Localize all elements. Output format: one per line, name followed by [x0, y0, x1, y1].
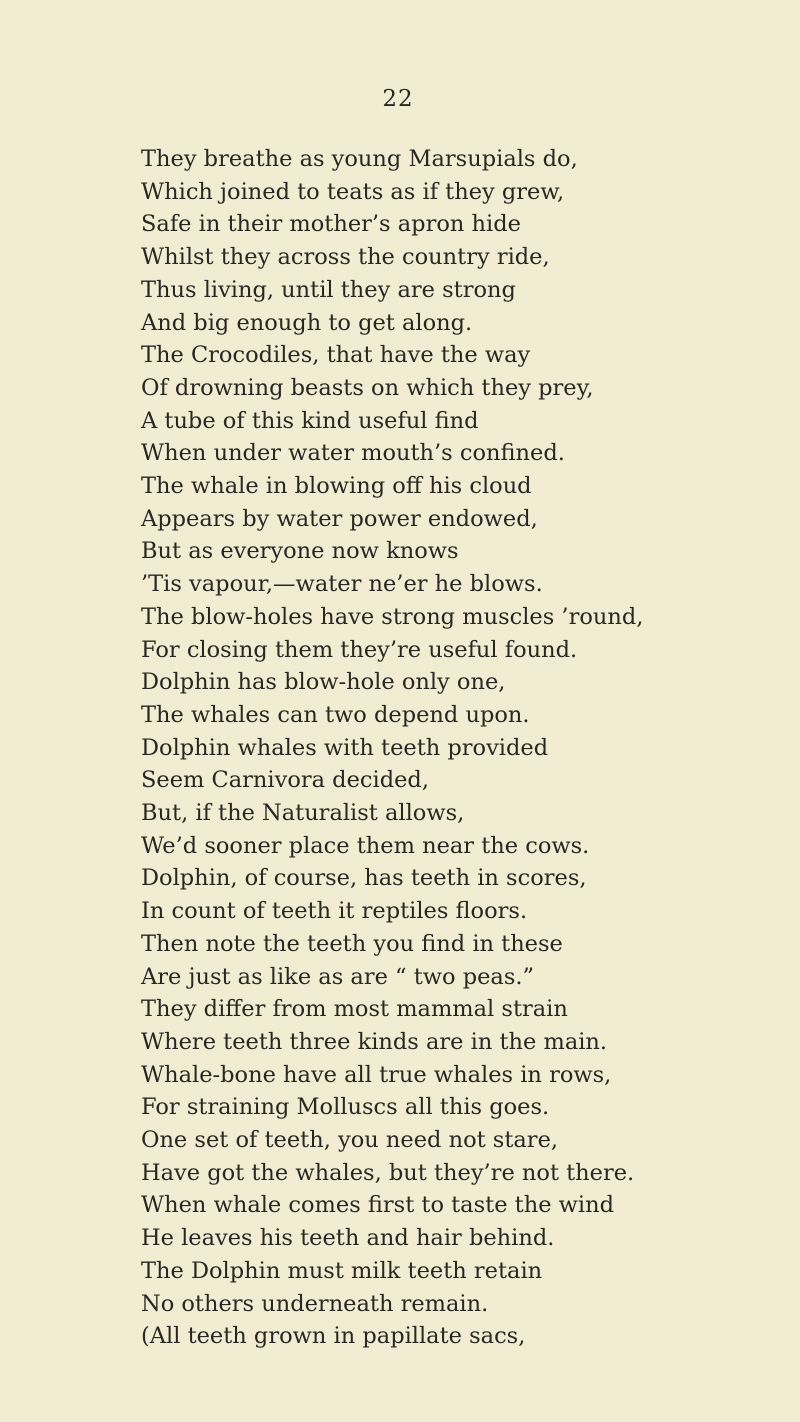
poem-line: But as everyone now knows — [141, 538, 459, 565]
poem-line: A tube of this kind useful find — [141, 407, 479, 434]
poem-line: But, if the Naturalist allows, — [141, 800, 465, 827]
poem-line: Dolphin whales with teeth provided — [141, 734, 549, 761]
poem-line: Whilst they across the country ride, — [141, 244, 550, 271]
poem-line: When under water mouth’s confined. — [141, 440, 565, 467]
poem-line: For closing them they’re useful found. — [141, 636, 578, 663]
poem-line: Dolphin has blow-hole only one, — [141, 669, 506, 696]
poem-line: The blow-holes have strong muscles ’round, — [141, 603, 644, 630]
poem-line: Dolphin, of course, has teeth in scores, — [141, 865, 587, 892]
poem-line: When whale comes first to taste the wind — [141, 1192, 615, 1219]
poem-line: ’Tis vapour,—water ne’er he blows. — [141, 571, 543, 598]
page-number: 22 — [382, 86, 414, 112]
poem-line: And big enough to get along. — [141, 309, 473, 336]
poem-line: He leaves his teeth and hair behind. — [141, 1225, 555, 1252]
poem-line: Have got the whales, but they’re not there. — [141, 1159, 635, 1186]
poem-line: No others underneath remain. — [141, 1290, 489, 1317]
poem-line: Safe in their mother’s apron hide — [141, 211, 521, 238]
poem-line: Are just as like as are “ two peas.” — [141, 963, 535, 990]
poem-line: For straining Molluscs all this goes. — [141, 1094, 550, 1121]
poem-line: We’d sooner place them near the cows. — [141, 832, 590, 859]
poem-line: Whale-bone have all true whales in rows, — [141, 1061, 612, 1088]
poem-line: They breathe as young Marsupials do, — [141, 146, 578, 172]
stanza-2 — [141, 470, 643, 1353]
poem-line: The whales can two depend upon. — [141, 701, 530, 728]
stanza-1 — [141, 143, 593, 470]
poem-line: Seem Carnivora decided, — [141, 767, 429, 794]
poem-line: Thus living, until they are strong — [141, 276, 516, 303]
poem-line: Which joined to teats as if they grew, — [141, 178, 565, 205]
poem-line: The Crocodiles, that have the way — [141, 342, 531, 369]
poem-line: The whale in blowing off his cloud — [141, 473, 532, 499]
poem-line: They differ from most mammal strain — [141, 996, 568, 1023]
poem-line: In count of teeth it reptiles floors. — [141, 898, 528, 925]
poem-line: Where teeth three kinds are in the main. — [141, 1028, 608, 1055]
poem-line: The Dolphin must milk teeth retain — [141, 1257, 543, 1284]
poem-line: Of drowning beasts on which they prey, — [141, 374, 594, 401]
poem-line: Then note the teeth you find in these — [141, 930, 563, 957]
poem-line: Appears by water power endowed, — [141, 505, 538, 532]
poem-line: (All teeth grown in papillate sacs, — [141, 1323, 526, 1350]
poem-line: One set of teeth, you need not stare, — [141, 1127, 559, 1154]
